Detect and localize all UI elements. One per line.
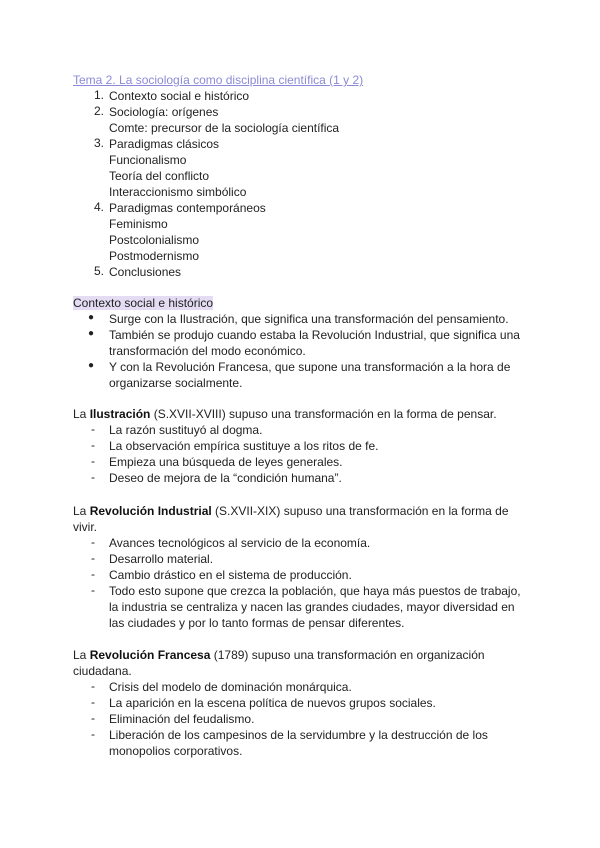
list-item: Avances tecnológicos al servicio de la economía. <box>109 536 371 550</box>
bullet-icon: ● <box>88 328 95 339</box>
list-item: La razón sustituyó al dogma. <box>109 423 263 437</box>
text: (1789) supuso una transformación en organización <box>210 648 485 662</box>
toc-item: Contexto social e histórico <box>109 89 250 103</box>
list-item: Liberación de los campesinos de la servidumbre y la destrucción de los <box>109 728 488 742</box>
toc-item: Paradigmas contemporáneos <box>109 201 266 215</box>
text: La <box>73 407 90 421</box>
dash-icon: - <box>91 583 95 597</box>
dash-icon: - <box>91 695 95 709</box>
bold-term: Revolución Francesa <box>89 648 211 662</box>
toc-subitem: Interaccionismo simbólico <box>109 185 247 199</box>
dash-icon: - <box>91 727 95 741</box>
list-item: la industria se centraliza y nacen las grandes ciudades, mayor diversidad en <box>109 600 515 614</box>
list-item: Todo esto supone que crezca la población, que haya más puestos de trabajo, <box>109 584 521 598</box>
list-item: Crisis del modelo de dominación monárquica. <box>109 680 352 694</box>
list-item: Deseo de mejora de la “condición humana”. <box>109 471 342 485</box>
dash-icon: - <box>91 567 95 581</box>
bullet-icon: ● <box>88 312 95 323</box>
bullet-text: transformación del modo económico. <box>109 344 306 358</box>
list-item: Eliminación del feudalismo. <box>109 712 255 726</box>
dash-icon: - <box>91 470 95 484</box>
bullet-text: Surge con la Ilustración, que significa una transformación del pensamiento. <box>109 312 509 326</box>
dash-icon: - <box>91 711 95 725</box>
text: La <box>73 648 90 662</box>
paragraph-francesa <box>73 647 485 663</box>
bullet-text: Y con la Revolución Francesa, que supone una transformación a la hora de <box>109 360 511 374</box>
toc-title-link[interactable]: Tema 2. La sociología como disciplina científica (1 y 2) <box>73 73 364 87</box>
paragraph-ilustracion <box>73 406 497 422</box>
dash-icon: - <box>91 679 95 693</box>
text: (S.XVII-XIX) supuso una transformación en la forma de <box>211 504 509 518</box>
dash-icon: - <box>91 551 95 565</box>
toc-number: 2. <box>93 104 104 118</box>
list-item: La aparición en la escena política de nuevos grupos sociales. <box>109 696 436 710</box>
list-item: Cambio drástico en el sistema de producción. <box>109 568 352 582</box>
toc-subitem: Teoría del conflicto <box>109 169 210 183</box>
toc-number: 1. <box>93 88 104 102</box>
text: La <box>73 504 90 518</box>
list-item: Desarrollo material. <box>109 552 214 566</box>
bold-term: Revolución Industrial <box>89 504 212 518</box>
bullet-text: También se produjo cuando estaba la Revolución Industrial, que significa una <box>109 328 520 342</box>
list-item: La observación empírica sustituye a los ritos de fe. <box>109 439 379 453</box>
list-item: Empieza una búsqueda de leyes generales. <box>109 455 343 469</box>
highlighted-heading: Contexto social e histórico <box>73 296 214 310</box>
toc-subitem: Postcolonialismo <box>109 233 200 247</box>
section-heading <box>73 295 213 311</box>
list-item: monopolios corporativos. <box>109 744 243 758</box>
list-item: las ciudades y por lo tanto formas de pensar diferentes. <box>109 616 405 630</box>
toc-subitem: Funcionalismo <box>109 153 187 167</box>
bullet-icon: ● <box>88 360 95 371</box>
paragraph-continuation: vivir. <box>73 520 97 534</box>
toc-subitem: Feminismo <box>109 217 168 231</box>
toc-subitem: Postmodernismo <box>109 249 200 263</box>
toc-item: Conclusiones <box>109 265 182 279</box>
toc-item: Paradigmas clásicos <box>109 137 220 151</box>
paragraph-continuation: ciudadana. <box>73 664 132 678</box>
toc-number: 5. <box>93 264 104 278</box>
text: (S.XVII-XVIII) supuso una transformación en la forma de pensar. <box>150 407 497 421</box>
toc-number: 4. <box>93 200 104 214</box>
dash-icon: - <box>91 454 95 468</box>
toc-item: Sociología: orígenes <box>109 105 219 119</box>
dash-icon: - <box>91 535 95 549</box>
paragraph-industrial <box>73 503 509 519</box>
dash-icon: - <box>91 422 95 436</box>
toc-number: 3. <box>93 136 104 150</box>
bold-term: Ilustración <box>89 407 151 421</box>
dash-icon: - <box>91 438 95 452</box>
bullet-text: organizarse socialmente. <box>109 376 243 390</box>
toc-subitem: Comte: precursor de la sociología científica <box>109 121 340 135</box>
